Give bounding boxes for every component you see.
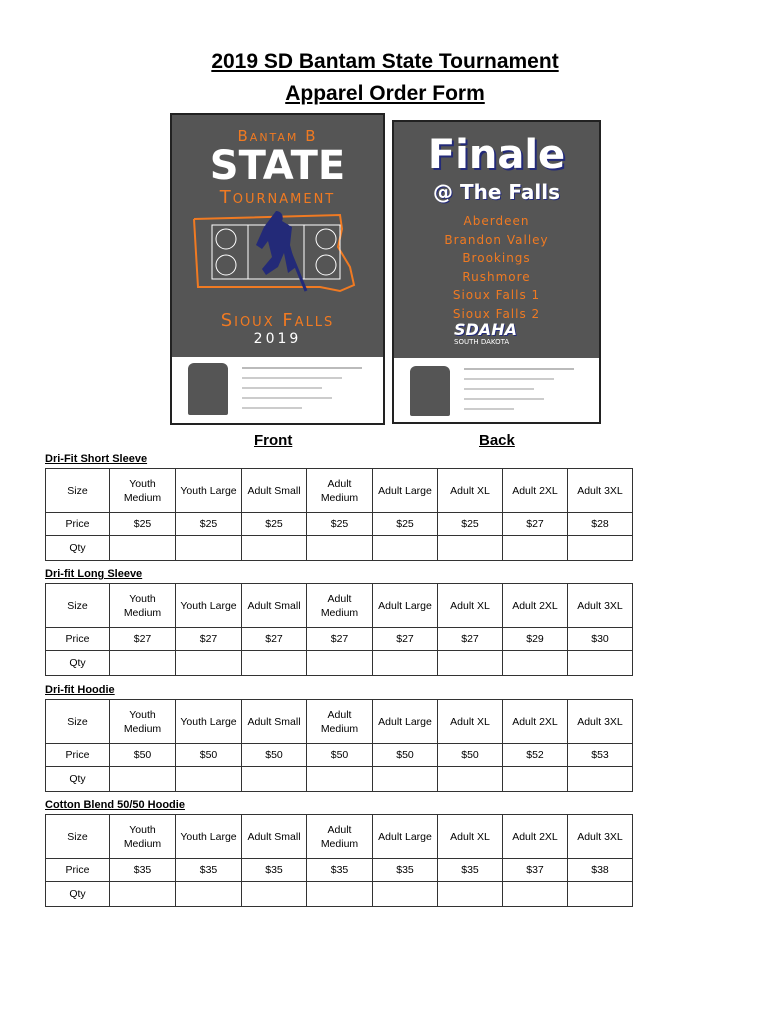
order-table <box>45 468 633 561</box>
size-cell: Adult Small <box>242 469 307 513</box>
size-cell: Adult 3XL <box>568 815 633 859</box>
qty-input-cell[interactable] <box>438 651 503 676</box>
size-cell: Youth Large <box>176 700 242 744</box>
price-cell: $25 <box>176 513 242 536</box>
price-cell: $35 <box>176 859 242 882</box>
back-line2: @ The Falls <box>433 180 560 204</box>
price-cell: $35 <box>110 859 176 882</box>
size-cell: Youth Large <box>176 815 242 859</box>
qty-input-cell[interactable] <box>176 882 242 907</box>
price-cell: $50 <box>242 744 307 767</box>
size-cell: Adult Small <box>242 815 307 859</box>
price-cell: $27 <box>438 628 503 651</box>
qty-input-cell[interactable] <box>373 882 438 907</box>
qty-label: Qty <box>46 767 110 792</box>
size-cell: Adult Medium <box>307 700 373 744</box>
price-cell: $35 <box>242 859 307 882</box>
price-cell: $50 <box>438 744 503 767</box>
qty-input-cell[interactable] <box>568 651 633 676</box>
size-label: Size <box>46 584 110 628</box>
size-cell: Adult 2XL <box>503 584 568 628</box>
qty-input-cell[interactable] <box>568 882 633 907</box>
size-cell: Adult 3XL <box>568 469 633 513</box>
back-thumbnail-strip <box>394 358 599 422</box>
price-cell: $50 <box>110 744 176 767</box>
price-cell: $25 <box>307 513 373 536</box>
qty-input-cell[interactable] <box>242 651 307 676</box>
size-cell: Adult Small <box>242 584 307 628</box>
price-cell: $30 <box>568 628 633 651</box>
size-cell: Adult Large <box>373 584 438 628</box>
size-cell: Youth Large <box>176 469 242 513</box>
order-table <box>45 814 633 907</box>
price-cell: $37 <box>503 859 568 882</box>
qty-input-cell[interactable] <box>242 767 307 792</box>
section-title: Dri-Fit Short Sleeve <box>45 453 148 465</box>
section-title: Dri-fit Long Sleeve <box>45 568 143 580</box>
size-cell: Adult 2XL <box>503 700 568 744</box>
qty-input-cell[interactable] <box>373 767 438 792</box>
price-cell: $25 <box>242 513 307 536</box>
size-cell: Adult Medium <box>307 469 373 513</box>
size-cell: Adult 3XL <box>568 584 633 628</box>
price-cell: $27 <box>110 628 176 651</box>
size-cell: Adult Medium <box>307 584 373 628</box>
qty-input-cell[interactable] <box>438 536 503 561</box>
price-cell: $53 <box>568 744 633 767</box>
price-cell: $25 <box>110 513 176 536</box>
front-caption: Front <box>254 432 293 449</box>
front-thumbnail-strip <box>172 357 383 423</box>
price-cell: $25 <box>438 513 503 536</box>
qty-input-cell[interactable] <box>176 767 242 792</box>
front-line2: STATE <box>209 143 346 189</box>
size-cell: Adult Medium <box>307 815 373 859</box>
price-cell: $27 <box>242 628 307 651</box>
price-cell: $50 <box>373 744 438 767</box>
order-table <box>45 583 633 676</box>
back-teams-list <box>394 212 599 323</box>
qty-label: Qty <box>46 536 110 561</box>
price-cell: $38 <box>568 859 633 882</box>
price-cell: $35 <box>307 859 373 882</box>
back-team: Rushmore <box>462 269 531 284</box>
section-title: Cotton Blend 50/50 Hoodie <box>45 799 185 811</box>
qty-input-cell[interactable] <box>242 536 307 561</box>
rink-outline-graphic <box>190 207 362 295</box>
back-shirt-image <box>392 120 601 424</box>
back-team: Sioux Falls 1 <box>452 288 541 302</box>
price-cell: $28 <box>568 513 633 536</box>
price-cell: $27 <box>503 513 568 536</box>
sdaha-logo: SDAHA SOUTH DAKOTA <box>454 320 517 346</box>
back-team: Brandon Valley <box>444 232 549 247</box>
qty-input-cell[interactable] <box>568 536 633 561</box>
price-cell: $35 <box>373 859 438 882</box>
size-cell: Adult 2XL <box>503 469 568 513</box>
back-line1: Finale <box>427 132 566 178</box>
qty-input-cell[interactable] <box>110 536 176 561</box>
qty-input-cell[interactable] <box>307 767 373 792</box>
size-cell: Youth Medium <box>110 584 176 628</box>
back-team: Aberdeen <box>463 214 530 228</box>
size-cell: Adult XL <box>438 815 503 859</box>
size-cell: Youth Medium <box>110 700 176 744</box>
qty-input-cell[interactable] <box>503 767 568 792</box>
front-line1: Bantam B <box>237 127 318 145</box>
front-line5: 2019 <box>253 331 302 347</box>
front-line3: Tournament <box>219 187 336 208</box>
qty-label: Qty <box>46 651 110 676</box>
order-table <box>45 699 633 792</box>
back-team: Brookings <box>462 251 531 265</box>
qty-label: Qty <box>46 882 110 907</box>
size-cell: Adult 2XL <box>503 815 568 859</box>
front-line4: Sioux Falls <box>220 310 335 331</box>
size-cell: Adult Large <box>373 469 438 513</box>
size-cell: Adult 3XL <box>568 700 633 744</box>
price-cell: $50 <box>307 744 373 767</box>
price-cell: $29 <box>503 628 568 651</box>
price-cell: $27 <box>176 628 242 651</box>
qty-input-cell[interactable] <box>373 536 438 561</box>
form-title-line2: Apparel Order Form <box>285 82 485 105</box>
qty-input-cell[interactable] <box>242 882 307 907</box>
form-title-line1: 2019 SD Bantam State Tournament <box>211 50 559 73</box>
size-cell: Adult XL <box>438 584 503 628</box>
qty-input-cell[interactable] <box>503 651 568 676</box>
back-team: Sioux Falls 2 <box>452 306 541 321</box>
qty-input-cell[interactable] <box>307 651 373 676</box>
qty-input-cell[interactable] <box>307 536 373 561</box>
qty-input-cell[interactable] <box>438 767 503 792</box>
front-shirt-image <box>170 113 385 425</box>
qty-input-cell[interactable] <box>568 767 633 792</box>
size-cell: Youth Medium <box>110 469 176 513</box>
price-cell: $27 <box>307 628 373 651</box>
size-cell: Adult Large <box>373 700 438 744</box>
qty-input-cell[interactable] <box>307 882 373 907</box>
qty-input-cell[interactable] <box>110 651 176 676</box>
qty-input-cell[interactable] <box>176 651 242 676</box>
qty-input-cell[interactable] <box>110 767 176 792</box>
price-label: Price <box>46 744 110 767</box>
qty-input-cell[interactable] <box>110 882 176 907</box>
price-label: Price <box>46 513 110 536</box>
price-cell: $27 <box>373 628 438 651</box>
price-cell: $50 <box>176 744 242 767</box>
price-cell: $52 <box>503 744 568 767</box>
size-label: Size <box>46 700 110 744</box>
size-label: Size <box>46 815 110 859</box>
qty-input-cell[interactable] <box>176 536 242 561</box>
qty-input-cell[interactable] <box>503 536 568 561</box>
size-cell: Adult XL <box>438 700 503 744</box>
size-label: Size <box>46 469 110 513</box>
size-cell: Adult Large <box>373 815 438 859</box>
size-cell: Adult XL <box>438 469 503 513</box>
size-cell: Adult Small <box>242 700 307 744</box>
price-label: Price <box>46 628 110 651</box>
qty-input-cell[interactable] <box>373 651 438 676</box>
price-label: Price <box>46 859 110 882</box>
qty-input-cell[interactable] <box>438 882 503 907</box>
section-title: Dri-fit Hoodie <box>45 684 115 696</box>
size-cell: Youth Medium <box>110 815 176 859</box>
back-caption: Back <box>479 432 515 449</box>
price-cell: $25 <box>373 513 438 536</box>
qty-input-cell[interactable] <box>503 882 568 907</box>
size-cell: Youth Large <box>176 584 242 628</box>
price-cell: $35 <box>438 859 503 882</box>
